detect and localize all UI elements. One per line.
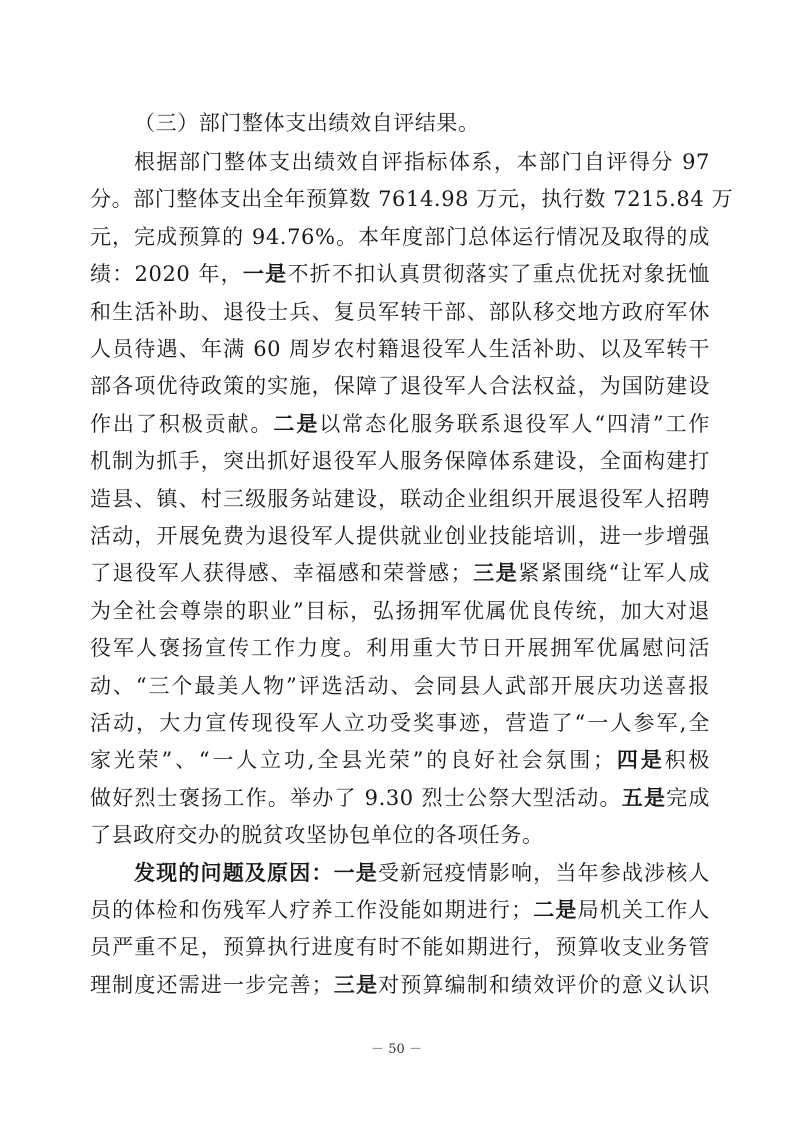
text-line	[90, 262, 710, 286]
text-line	[90, 786, 710, 810]
text-run: 对预算编制和绩效评价的意义认识	[378, 973, 710, 997]
bold-text: 五是	[621, 785, 667, 810]
text-line	[90, 935, 710, 959]
bold-text: 三是	[472, 560, 519, 585]
text-line	[90, 861, 710, 885]
text-run: 了退役军人获得感、幸福感和荣誉感；	[90, 561, 473, 585]
text-run: 积极	[664, 748, 711, 772]
text-line	[90, 300, 710, 324]
bold-text: 发现的问题及原因：一是	[134, 860, 378, 885]
text-run: 根据部门整体支出绩效自评指标体系，本部门自评得分 97	[134, 150, 710, 174]
text-run: 家光荣”、“一人立功,全县光荣”的良好社会氛围；	[90, 748, 615, 772]
text-run: 理制度还需进一步完善；	[90, 973, 334, 997]
bold-text: 二是	[273, 411, 320, 436]
text-line	[90, 599, 710, 623]
text-run: 员的体检和伤残军人疗养工作没能如期进行；	[90, 898, 533, 922]
text-run: 做好烈士褒扬工作。举办了 9.30 烈士公祭大型活动。	[90, 786, 622, 810]
text-line	[90, 412, 710, 436]
page-number: － 50 －	[371, 1042, 422, 1057]
text-run: 为全社会尊崇的职业”目标，弘扬拥军优属优良传统，加大对退	[90, 599, 710, 623]
text-run: 受新冠疫情影响，当年参战涉核人	[377, 861, 710, 885]
text-line	[90, 487, 710, 511]
text-line	[90, 524, 710, 548]
text-run: 活动，大力宣传现役军人立功受奖事迹，营造了“一人参军,全	[90, 711, 710, 735]
text-line	[90, 150, 710, 174]
text-run: 人员待遇、年满 60 周岁农村籍退役军人生活补助、以及军转干	[90, 337, 710, 361]
section-heading: （三）部门整体支出绩效自评结果。	[134, 111, 480, 135]
text-line	[90, 674, 710, 698]
text-run: 作出了积极贡献。	[90, 412, 274, 436]
text-line	[90, 225, 710, 249]
text-line	[90, 187, 734, 211]
text-run: 和生活补助、退役士兵、复员军转干部、部队移交地方政府军休	[90, 300, 710, 324]
bold-text: 四是	[614, 747, 665, 772]
bold-text: 一是	[242, 261, 288, 286]
text-line	[90, 636, 710, 660]
text-run: 以常态化服务联系退役军人“四清”工作	[319, 412, 710, 436]
text-run: 役军人褒扬宣传工作力度。利用重大节日开展拥军优属慰问活	[90, 636, 710, 660]
text-run: 员严重不足，预算执行进度有时不能如期进行，预算收支业务管	[90, 935, 710, 959]
text-run: 了县政府交办的脱贫攻坚协包单位的各项任务。	[90, 823, 544, 847]
text-run: 动、“三个最美人物”评选活动、会同县人武部开展庆功送喜报	[90, 674, 710, 698]
text-line	[90, 973, 710, 997]
text-line	[90, 374, 710, 398]
text-run: 不折不扣认真贯彻落实了重点优抚对象抚恤	[287, 262, 710, 286]
text-line	[90, 337, 710, 361]
text-line	[90, 748, 710, 772]
text-line	[90, 711, 710, 735]
text-line	[90, 449, 710, 473]
text-run: 完成	[666, 786, 710, 810]
text-run: 造县、镇、村三级服务站建设，联动企业组织开展退役军人招聘	[90, 487, 710, 511]
text-run: 活动，开展免费为退役军人提供就业创业技能培训，进一步增强	[90, 524, 710, 548]
bold-text: 二是	[532, 897, 578, 922]
text-run: 元，完成预算的 94.76%。本年度部门总体运行情况及取得的成	[90, 225, 710, 249]
text-run: 绩：2020 年，	[90, 262, 243, 286]
text-run: 机制为抓手，突出抓好退役军人服务保障体系建设，全面构建打	[90, 449, 710, 473]
text-run: 紧紧围绕“让军人成	[518, 561, 711, 585]
text-line	[90, 823, 710, 847]
bold-text: 三是	[333, 972, 379, 997]
text-run: 部各项优待政策的实施，保障了退役军人合法权益，为国防建设	[90, 374, 710, 398]
text-line	[90, 898, 710, 922]
text-run: 分。部门整体支出全年预算数 7614.98 万元，执行数 7215.84 万	[90, 187, 734, 211]
text-run: 局机关工作人	[577, 898, 710, 922]
text-line	[90, 561, 710, 585]
